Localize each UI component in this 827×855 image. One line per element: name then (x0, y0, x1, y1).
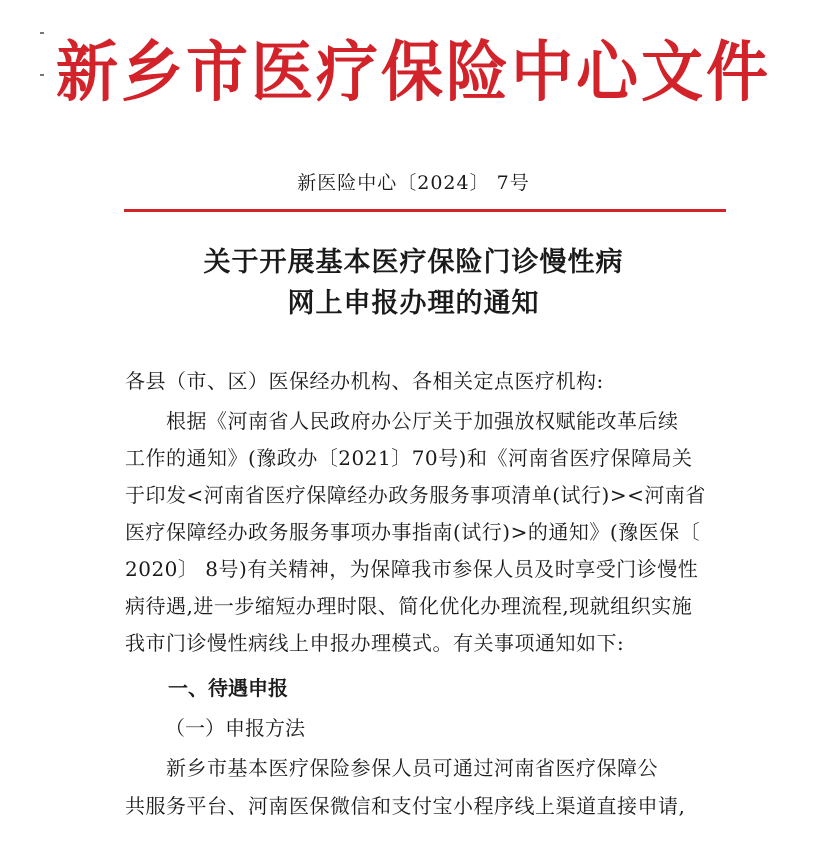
body-line: 工作的通知》(豫政办〔2021〕70号)和《河南省医疗保障局关 (125, 446, 693, 470)
body-line: 新乡市基本医疗保险参保人员可通过河南省医疗保障公 (125, 756, 658, 780)
body-line: 医疗保障经办政务服务事项办事指南(试行)>的通知》(豫医保〔 (125, 520, 701, 544)
body-line: 我市门诊慢性病线上申报办理模式。有关事项通知如下: (125, 631, 625, 655)
body-line: 于印发<河南省医疗保障经办政务服务事项清单(试行)><河南省 (125, 483, 706, 507)
red-header-title: 新乡市医疗保险中心文件 (55, 33, 771, 111)
red-divider-line (124, 209, 726, 212)
body-line: 2020〕 8号)有关精神，为保障我市参保人员及时享受门诊慢性 (125, 557, 699, 581)
notice-title-line-1: 关于开展基本医疗保险门诊慢性病 (203, 247, 624, 278)
section-subheading: （一）申报方法 (165, 716, 305, 740)
body-line: 共服务平台、河南医保微信和支付宝小程序线上渠道直接申请, (125, 794, 686, 818)
notice-title-line-2: 网上申报办理的通知 (287, 288, 540, 319)
body-line: 病待遇,进一步缩短办理时限、简化优化办理流程,现就组织实施 (125, 594, 693, 618)
document-number: 新医险中心〔2024〕 7号 (297, 172, 530, 194)
body-line: 根据《河南省人民政府办公厅关于加强放权赋能改革后续 (125, 409, 679, 433)
salutation: 各县（市、区）医保经办机构、各相关定点医疗机构: (125, 369, 604, 393)
section-heading: 一、待遇申报 (168, 676, 288, 700)
